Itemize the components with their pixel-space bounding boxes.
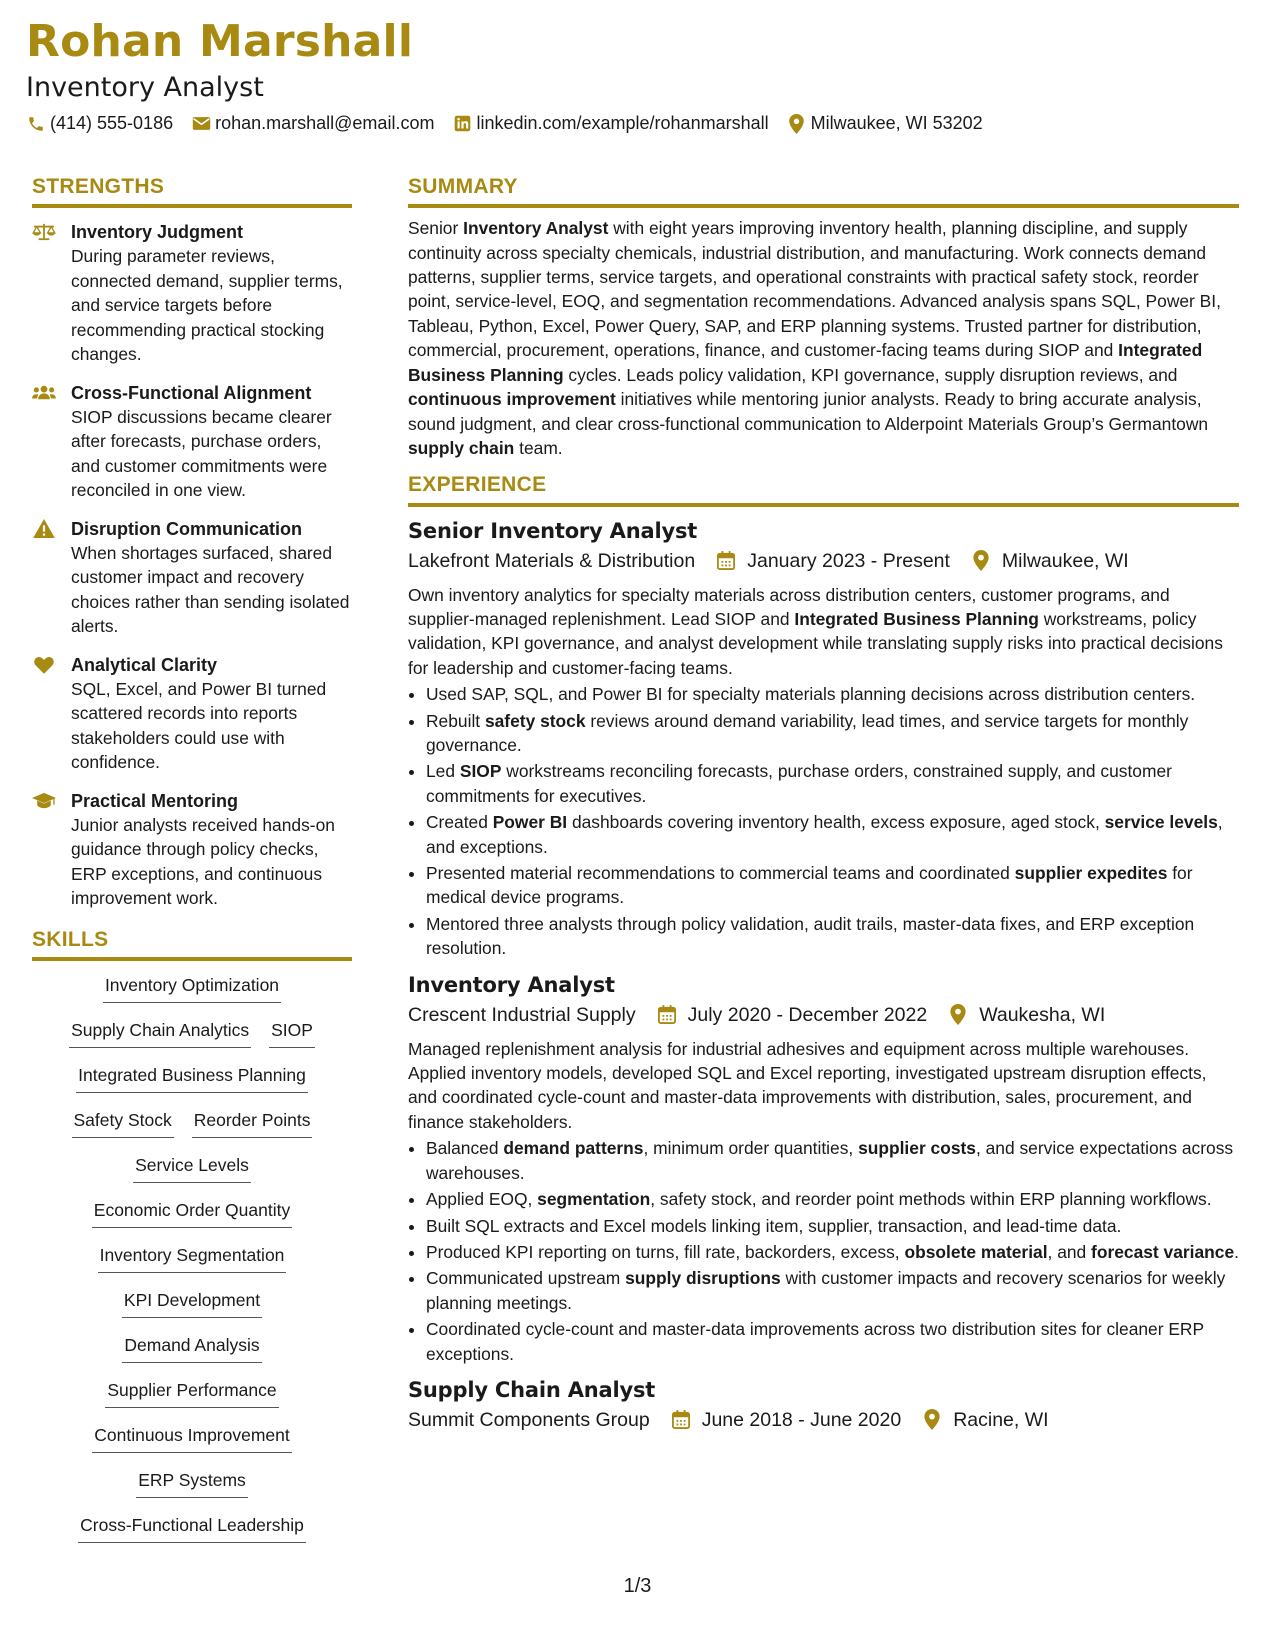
- linkedin-icon: [452, 114, 472, 134]
- skill-tag: KPI Development: [122, 1288, 262, 1318]
- strength-title: Inventory Judgment: [71, 222, 244, 243]
- skill-row: [124, 1153, 260, 1198]
- skill-row: [96, 1378, 287, 1423]
- skill-tag: Integrated Business Planning: [76, 1063, 308, 1093]
- strength-item: [32, 381, 352, 503]
- skill-row: [127, 1468, 257, 1513]
- skill-tag: Economic Order Quantity: [92, 1198, 292, 1228]
- skill-tag: Inventory Segmentation: [98, 1243, 287, 1273]
- skill-tag: Reorder Points: [192, 1108, 313, 1138]
- list-item: • Coordinated cycle-count and master-data improvements across two distribution sites for cleaner ERP exceptions.: [426, 1317, 1239, 1366]
- contact-phone[interactable]: [26, 113, 173, 134]
- job-title: Senior Inventory Analyst: [408, 518, 698, 543]
- strength-title: Disruption Communication: [71, 518, 302, 539]
- job-bullets: [408, 682, 1239, 960]
- strength-item: [32, 789, 352, 911]
- skill-tag: SIOP: [269, 1018, 315, 1048]
- phone-text: (414) 555-0186: [50, 113, 174, 133]
- strength-desc: When shortages surfaced, shared customer impact and recovery choices rather than sending isolated alerts.: [71, 542, 350, 637]
- job-meta: [408, 1406, 1239, 1434]
- list-item: • Created Power BI dashboards covering inventory health, excess exposure, aged stock, service levels, and exceptions.: [426, 810, 1239, 859]
- skill-row: [83, 1423, 301, 1468]
- calendar-icon: [715, 550, 737, 572]
- skill-tag: Cross-Functional Leadership: [78, 1513, 306, 1543]
- skill-row: [63, 1108, 322, 1153]
- contact-email[interactable]: [191, 113, 434, 134]
- calendar-icon: [670, 1409, 692, 1431]
- skill-row: [60, 1018, 324, 1063]
- heart-icon: [32, 655, 56, 675]
- skill-row: [94, 973, 290, 1018]
- list-item: • Balanced demand patterns, minimum order quantities, supplier costs, and service expectations across warehouses.: [426, 1136, 1239, 1185]
- skills-list: [32, 973, 352, 1558]
- job-dates: January 2023 - Present: [715, 547, 950, 575]
- list-item: • Built SQL extracts and Excel models linking item, supplier, transaction, and lead-time data.: [426, 1214, 1239, 1238]
- skill-tag: ERP Systems: [136, 1468, 248, 1498]
- map-pin-icon: [921, 1409, 943, 1431]
- job-bullets: [408, 1136, 1239, 1366]
- job-location: Racine, WI: [921, 1406, 1048, 1434]
- job-entry: [408, 517, 1239, 961]
- warning-icon: [32, 519, 56, 539]
- strengths-list: [32, 220, 352, 911]
- skill-tag: Continuous Improvement: [92, 1423, 292, 1453]
- list-item: • Led SIOP workstreams reconciling forecasts, purchase orders, constrained supply, and customer commitments for executives.: [426, 759, 1239, 808]
- skill-tag: Demand Analysis: [122, 1333, 261, 1363]
- calendar-icon: [656, 1004, 678, 1026]
- phone-icon: [26, 114, 46, 134]
- contact-bar: [26, 113, 1001, 134]
- job-description: Own inventory analytics for specialty materials across distribution centers, customer programs, and supplier-managed replenishment. Lead SIOP and Integrated Business Planning workstreams, policy validation, KPI governance, and analyst development while translating supply risks into practical decisions for leadership and customer-facing teams.: [408, 584, 1223, 678]
- strength-desc: SQL, Excel, and Power BI turned scattered records into reports stakeholders could use with confidence.: [71, 678, 327, 773]
- skills-heading: SKILLS: [32, 927, 352, 961]
- job-meta: [408, 1001, 1239, 1029]
- summary-text: Senior Inventory Analyst with eight years improving inventory health, planning discipline, and supply continuity across specialty chemicals, industrial distribution, and manufacturing. Work connects demand patterns, supplier terms, service targets, and operational constraints with practical safety stock, reorder point, service-level, EOQ, and segmentation recommendations. Advanced analysis spans SQL, Power BI, Tableau, Python, Excel, Power Query, SAP, and ERP planning systems. Trusted partner for distribution, commercial, procurement, operations, finance, and customer-facing teams during SIOP and Integrated Business Planning cycles. Leads policy validation, KPI governance, supply disruption reviews, and continuous improvement initiatives while mentoring junior analysts. Ready to bring accurate analysis, sound judgment, and clear cross-functional communication to Alderpoint Materials Group’s Germantown supply chain team.: [408, 218, 1221, 458]
- strength-title: Practical Mentoring: [71, 790, 239, 811]
- strength-item: [32, 653, 352, 775]
- location-text: Milwaukee, WI 53202: [810, 113, 983, 133]
- job-dates: July 2020 - December 2022: [656, 1001, 928, 1029]
- job-title: Inventory Analyst: [408, 972, 615, 997]
- list-item: • Produced KPI reporting on turns, fill rate, backorders, excess, obsolete material, and forecast variance.: [426, 1240, 1239, 1264]
- skill-row: [67, 1063, 317, 1108]
- skill-row: [89, 1243, 296, 1288]
- graduation-cap-icon: [32, 791, 56, 811]
- left-column: [32, 174, 352, 1558]
- strength-desc: Junior analysts received hands-on guidance through policy checks, ERP exceptions, and continuous improvement work.: [71, 814, 335, 909]
- contact-location: [787, 113, 983, 134]
- envelope-icon: [191, 114, 211, 134]
- page-number: 1/3: [623, 1575, 652, 1597]
- job-company: Summit Components Group: [408, 1408, 650, 1431]
- job-entry: [408, 971, 1239, 1366]
- strength-title: Cross-Functional Alignment: [71, 382, 312, 403]
- strength-title: Analytical Clarity: [71, 654, 218, 675]
- job-company: Lakefront Materials & Distribution: [408, 549, 696, 572]
- strengths-heading: STRENGTHS: [32, 174, 352, 208]
- list-item: • Used SAP, SQL, and Power BI for specialty materials planning decisions across distribution centers.: [426, 682, 1239, 706]
- skill-row: [113, 1333, 270, 1378]
- list-item: • Mentored three analysts through policy validation, audit trails, master-data fixes, and ERP exception resolution.: [426, 912, 1239, 961]
- skill-row: [113, 1288, 271, 1333]
- linkedin-text: linkedin.com/example/rohanmarshall: [476, 113, 769, 133]
- map-pin-icon: [947, 1004, 969, 1026]
- skill-tag: Supply Chain Analytics: [69, 1018, 251, 1048]
- candidate-name: Rohan Marshall: [26, 16, 414, 67]
- contact-linkedin[interactable]: [452, 113, 768, 134]
- job-company: Crescent Industrial Supply: [408, 1003, 636, 1026]
- skill-tag: Inventory Optimization: [103, 973, 281, 1003]
- right-column: [408, 174, 1239, 1434]
- job-title: Supply Chain Analyst: [408, 1377, 656, 1402]
- skill-row: [69, 1513, 315, 1558]
- candidate-title: Inventory Analyst: [26, 72, 264, 103]
- list-item: • Applied EOQ, segmentation, safety stock, and reorder point methods within ERP planning workflows.: [426, 1187, 1239, 1211]
- scale-icon: [32, 222, 56, 242]
- skill-tag: Service Levels: [133, 1153, 251, 1183]
- map-pin-icon: [787, 114, 807, 134]
- experience-heading: EXPERIENCE: [408, 472, 1239, 506]
- job-location: Waukesha, WI: [947, 1001, 1105, 1029]
- strength-item: [32, 517, 352, 639]
- list-item: • Communicated upstream supply disruptions with customer impacts and recovery scenarios for weekly planning meetings.: [426, 1266, 1239, 1315]
- list-item: • Presented material recommendations to commercial teams and coordinated supplier expedites for medical device programs.: [426, 861, 1239, 910]
- skill-tag: Safety Stock: [72, 1108, 174, 1138]
- job-entry: [408, 1376, 1239, 1434]
- job-description: Managed replenishment analysis for industrial adhesives and equipment across multiple warehouses. Applied inventory models, developed SQL and Excel reporting, investigated upstream disruption effects, and coordinated cycle-count and master-data improvements with distribution, sales, procurement, and finance stakeholders.: [408, 1038, 1207, 1132]
- skill-tag: Supplier Performance: [105, 1378, 278, 1408]
- summary-heading: SUMMARY: [408, 174, 1239, 208]
- list-item: • Rebuilt safety stock reviews around demand variability, lead times, and service targets for monthly governance.: [426, 709, 1239, 758]
- job-dates: June 2018 - June 2020: [670, 1406, 902, 1434]
- users-icon: [32, 383, 56, 403]
- strength-desc: During parameter reviews, connected demand, supplier terms, and service targets before recommending practical stocking changes.: [71, 246, 343, 365]
- email-text: rohan.marshall@email.com: [215, 113, 435, 133]
- map-pin-icon: [970, 550, 992, 572]
- strength-desc: SIOP discussions became clearer after forecasts, purchase orders, and customer commitments were reconciled in one view.: [71, 406, 332, 501]
- job-location: Milwaukee, WI: [970, 547, 1129, 575]
- job-meta: [408, 547, 1239, 575]
- skill-row: [83, 1198, 301, 1243]
- strength-item: [32, 220, 352, 367]
